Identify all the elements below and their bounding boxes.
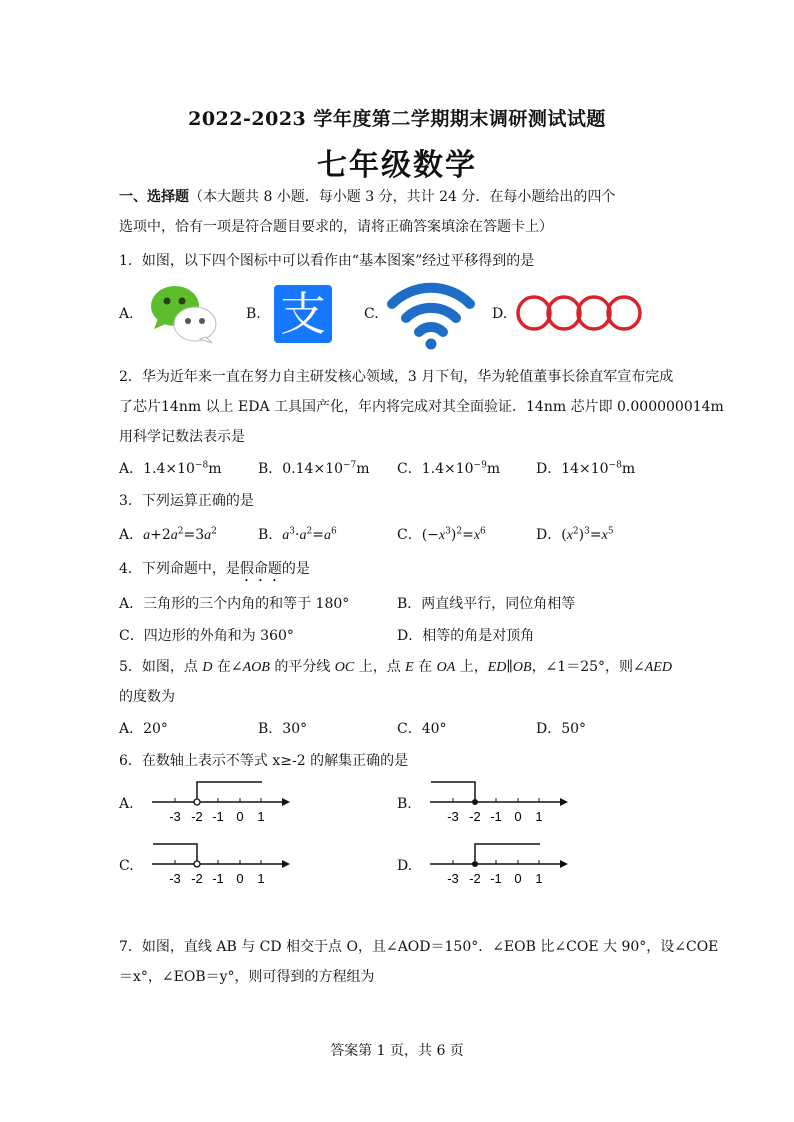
- q6c-tick-label: -3: [169, 871, 181, 886]
- q6-label-a: A.: [119, 796, 134, 812]
- q1-stem: 1．如图，以下四个图标中可以看作由“基本图案”经过平移得到的是: [119, 253, 535, 269]
- q2-line-1: 2．华为近年来一直在努力自主研发核心领域，3 月下旬，华为轮值董事长徐直军宣布完成: [119, 369, 674, 385]
- q4-emphasis: 假命题: [239, 561, 282, 577]
- q2-option-b: B．$0.14\times 10^{-7}m$: [258, 460, 370, 477]
- page-footer: 答案第 1 页，共 6 页: [330, 1043, 464, 1059]
- exam-title: 2022-2023 学年度第二学期期末调研测试试题: [188, 108, 606, 130]
- q5-line-2: 的度数为: [119, 689, 175, 705]
- four-rings-logo-icon: [514, 294, 644, 332]
- q6-label-c: C.: [119, 858, 134, 874]
- q3-option-b: B．$a^3\cdot a^2=a^6$: [258, 526, 337, 543]
- q6-label-d: D.: [397, 858, 413, 874]
- q1-label-a: A.: [119, 306, 134, 322]
- q5-option-b: B．30°: [258, 721, 308, 737]
- section-heading: 一、选择题: [119, 189, 189, 205]
- q1-label-c: C.: [364, 306, 379, 322]
- section-desc-1: （本大题共 8 小题．每小题 3 分，共计 24 分．在每小题给出的四个: [189, 189, 616, 205]
- q6b-tick-label: -1: [490, 809, 502, 824]
- q7-line-1: 7．如图，直线 AB 与 CD 相交于点 O，且∠AOD＝150°．∠EOB 比∠COE 大 90°，设∠COE: [119, 939, 719, 955]
- q6a-tick-label: 0: [236, 809, 244, 824]
- q3-option-d: D．$(x^2)^3=x^5$: [536, 526, 614, 543]
- q6d-tick-label: -1: [490, 871, 502, 886]
- q6d-tick-label: 0: [514, 871, 522, 886]
- q6b-tick-label: 1: [535, 809, 543, 824]
- q6-label-b: B.: [397, 796, 412, 812]
- q6d-tick-label: -2: [469, 871, 481, 886]
- q2-option-a: A．$1.4\times 10^{-8}m$: [119, 460, 222, 477]
- q1-label-d: D.: [492, 306, 508, 322]
- q3-option-a: A．$a+2a^2=3a^2$: [119, 526, 217, 543]
- q6b-tick-label: 0: [514, 809, 522, 824]
- q5-option-c: C．40°: [397, 721, 447, 737]
- q5-option-a: A．20°: [119, 721, 168, 737]
- q3-stem: 3．下列运算正确的是: [119, 493, 254, 509]
- q1-label-b: B.: [246, 306, 261, 322]
- q4-option-a: A．三角形的三个内角的和等于 180°: [119, 596, 350, 612]
- q4-option-c: C．四边形的外角和为 360°: [119, 628, 294, 644]
- q6a-tick-label: 1: [257, 809, 265, 824]
- q2-option-d: D．$14\times 10^{-8}m$: [536, 460, 636, 477]
- section-desc-2: 选项中，恰有一项是符合题目要求的，请将正确答案填涂在答题卡上）: [119, 219, 553, 235]
- q7-line-2: ＝x°，∠EOB＝y°，则可得到的方程组为: [119, 969, 375, 985]
- q6-number-line-b: [428, 776, 570, 828]
- q6a-tick-label: -1: [212, 809, 224, 824]
- q6-number-line-c: [150, 838, 292, 890]
- q5-line-1: 5．如图，点 D 在∠AOB 的平分线 OC 上，点 E 在 OA 上，ED∥OB，∠1＝25°，则∠AED: [119, 659, 672, 675]
- q4-option-b: B．两直线平行，同位角相等: [397, 596, 576, 612]
- wifi-icon: [386, 278, 476, 350]
- subject-title: 七年级数学: [317, 148, 477, 183]
- q6c-tick-label: -2: [191, 871, 203, 886]
- q6a-tick-label: -2: [191, 809, 203, 824]
- q2-line-3: 用科学记数法表示是: [119, 429, 245, 445]
- q6b-tick-label: -2: [469, 809, 481, 824]
- q5-option-d: D．50°: [536, 721, 587, 737]
- q6c-tick-label: -1: [212, 871, 224, 886]
- q2-line-2: 了芯片14nm 以上 EDA 工具国产化，年内将完成对其全面验证．14nm 芯片即 0.000000014m: [119, 399, 724, 415]
- q6c-tick-label: 1: [257, 871, 265, 886]
- q6-number-line-a: [150, 776, 292, 828]
- q4-option-d: D．相等的角是对顶角: [397, 628, 535, 644]
- q6a-tick-label: -3: [169, 809, 181, 824]
- wechat-logo-icon: [148, 283, 218, 345]
- q4-stem: 4．下列命题中，是假命题的是: [119, 561, 310, 577]
- q6-number-line-d: [428, 838, 570, 890]
- section-heading-line: [119, 186, 615, 206]
- q6d-tick-label: -3: [447, 871, 459, 886]
- alipay-logo-icon: 支: [274, 285, 332, 343]
- q2-option-c: C．$1.4\times 10^{-9}m$: [397, 460, 501, 477]
- q6-stem: 6．在数轴上表示不等式 x≥-2 的解集正确的是: [119, 753, 409, 769]
- q6b-tick-label: -3: [447, 809, 459, 824]
- q6d-tick-label: 1: [535, 871, 543, 886]
- q3-option-c: C．$(-x^3)^2=x^6$: [397, 526, 486, 543]
- q6c-tick-label: 0: [236, 871, 244, 886]
